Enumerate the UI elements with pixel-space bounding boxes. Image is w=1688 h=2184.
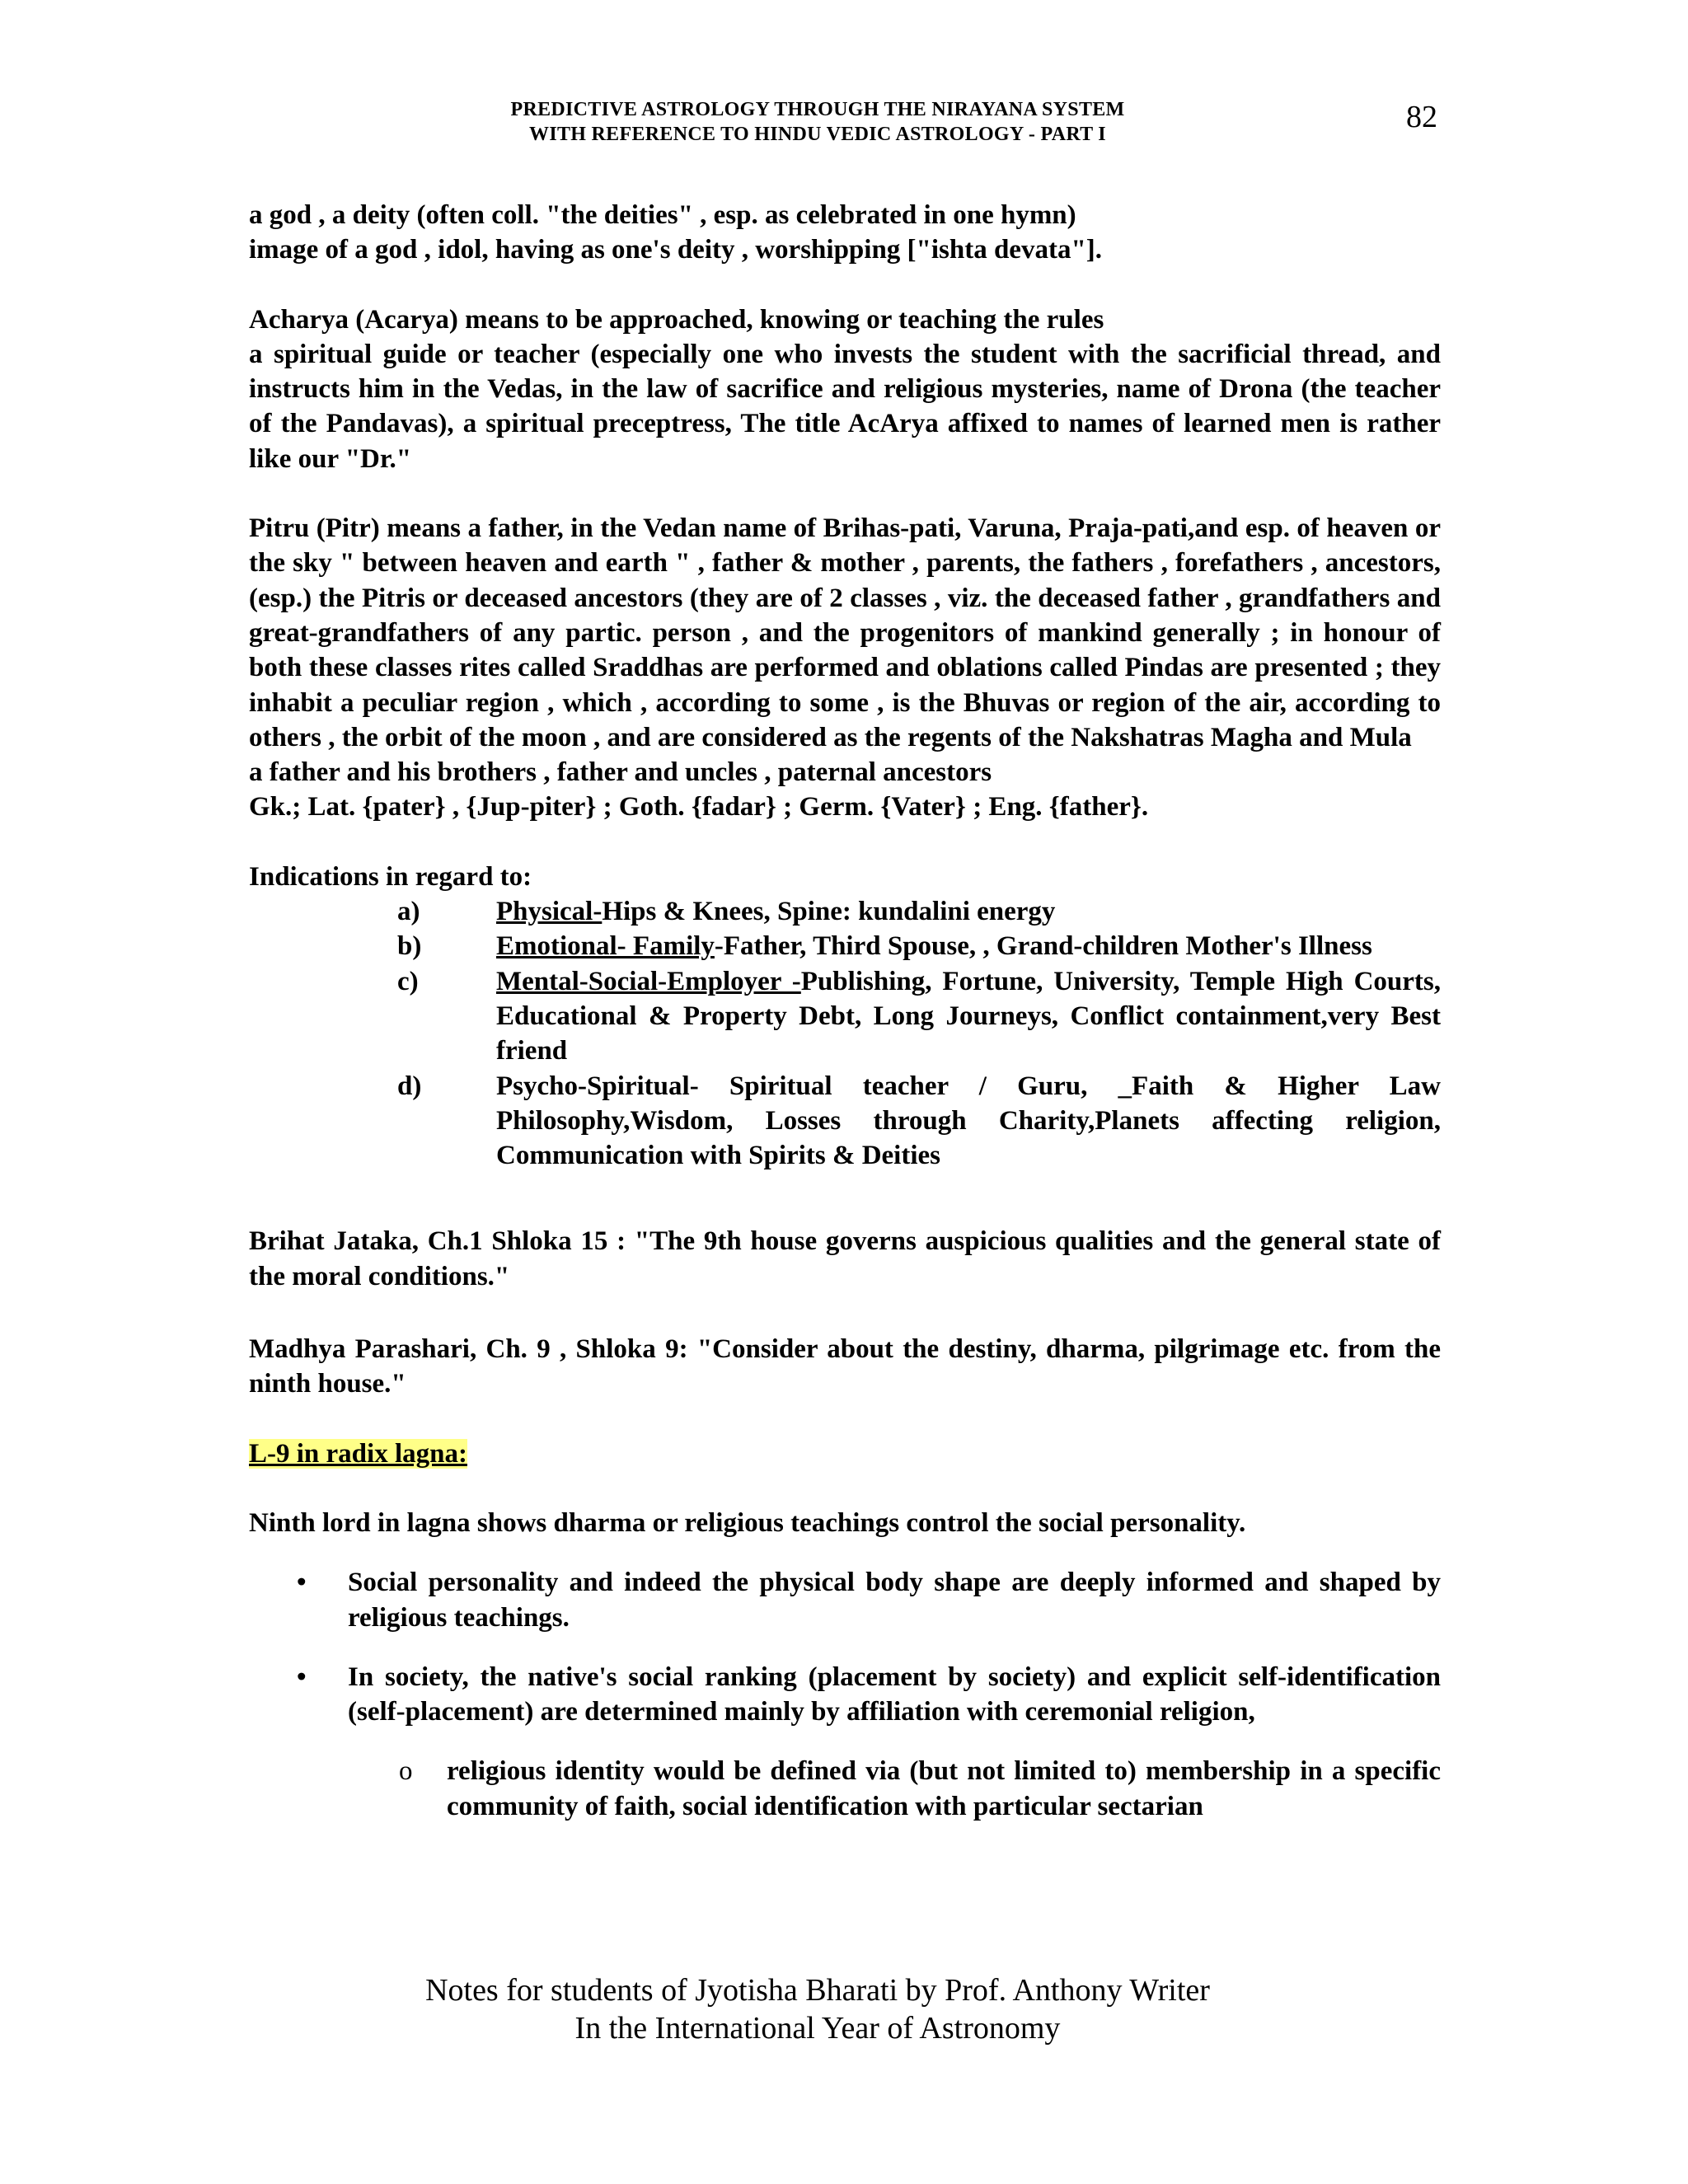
header-line-2: WITH REFERENCE TO HINDU VEDIC ASTROLOGY - PART I: [529, 124, 1106, 145]
madhya-parashari-quote: Madhya Parashari, Ch. 9 , Shloka 9: "Consider about the destiny, dharma, pilgrimage etc. from the ninth house.": [249, 1334, 1441, 1399]
pitru-line-3: Gk.; Lat. {pater} , {Jup-piter} ; Goth. {fadar} ; Germ. {Vater} ; Eng. {father}.: [249, 792, 1149, 823]
bullet-text: In society, the native's social ranking (placement by society) and explicit self-identification (self-placement) are determined mainly by affiliation with ceremonial religion,: [348, 1661, 1441, 1727]
indication-label: d): [397, 1071, 422, 1101]
bullet-text: Social personality and indeed the physical body shape are deeply informed and shaped by religious teachings.: [348, 1568, 1441, 1633]
indication-text: -Father, Third Spouse, , Grand-children Mother's Illness: [714, 931, 1372, 962]
intro-line-2: image of a god , idol, having as one's deity , worshipping ["ishta devata"].: [249, 235, 1103, 265]
sub-bullet-text: religious identity would be defined via (but not limited to) membership in a specific community of faith, social identification with particular sectarian: [447, 1756, 1441, 1821]
bullet-icon: •: [297, 1568, 307, 1598]
page-body: [249, 198, 1441, 1824]
footer-line-2: In the International Year of Astronomy: [574, 2011, 1061, 2046]
header-line-1: PREDICTIVE ASTROLOGY THROUGH THE NIRAYANA SYSTEM: [510, 99, 1125, 120]
circle-bullet-icon: o: [399, 1756, 413, 1787]
acharya-title: Acharya (Acarya) means to be approached, knowing or teaching the rules: [249, 304, 1104, 335]
acharya-body: a spiritual guide or teacher (especially one who invests the student with the sacrificial thread, and instructs him in the Vedas, in the law of sacrifice and religious mysteries, name of Drona (the teacher of the Pandavas), a spiritual preceptress, The title AcArya affixed to names of learned men is rather like our "Dr.": [249, 339, 1441, 474]
bullet-icon: •: [297, 1661, 307, 1692]
brihat-jataka-quote: Brihat Jataka, Ch.1 Shloka 15 : "The 9th house governs auspicious qualities and the general state of the moral conditions.": [249, 1226, 1441, 1291]
sub-list-item: [399, 1754, 1441, 1824]
indication-head: Emotional- Family: [496, 931, 715, 962]
page-number: 82: [1406, 100, 1437, 134]
page-footer: [249, 1971, 1386, 2047]
indication-item: [397, 894, 1441, 929]
intro-line-1: a god , a deity (often coll. "the deities" , esp. as celebrated in one hymn): [249, 200, 1076, 230]
indication-label: b): [397, 931, 422, 962]
list-item: [297, 1660, 1441, 1730]
footer-line-1: Notes for students of Jyotisha Bharati by Prof. Anthony Writer: [425, 1973, 1210, 2008]
indication-text: Publishing, Fortune, University, Temple High Courts, Educational & Property Debt, Long Journeys, Conflict containment,very Best friend: [496, 966, 1441, 1066]
pitru-body: Pitru (Pitr) means a father, in the Vedan name of Brihas-pati, Varuna, Praja-pati,and esp. of heaven or the sky " between heaven and earth " , father & mother , parents, the fathers , forefathers , ancestors, (esp.) the Pitris or deceased ancestors (they are of 2 classes , viz. the deceased father , grandfathers and great-grandfathers of any partic. person , and the progenitors of mankind generally ; in honour of both these classes rites called Sraddhas are performed and oblations called Pindas are presented ; they inhabit a peculiar region , which , according to some , is the Bhuvas or region of the air, according to others , the orbit of the moon , and are considered as the regents of the Nakshatras Magha and Mula: [249, 513, 1441, 752]
indications-title: Indications in regard to:: [249, 861, 532, 892]
running-header: [249, 97, 1386, 147]
indication-text: Psycho-Spiritual- Spiritual teacher / Guru, _Faith & Higher Law Philosophy,Wisdom, Losses through Charity,Planets affecting religion, Communication with Spirits & Deities: [496, 1071, 1441, 1171]
indication-item: [397, 964, 1441, 1069]
list-item: [297, 1565, 1441, 1635]
indication-label: c): [397, 966, 419, 996]
pitru-line-2: a father and his brothers , father and uncles , paternal ancestors: [249, 757, 992, 788]
indication-head: Physical-: [496, 897, 603, 927]
section-heading: L-9 in radix lagna:: [249, 1438, 467, 1469]
indication-item: [397, 1069, 1441, 1174]
indication-item: [397, 929, 1441, 963]
indication-text: Hips & Knees, Spine: kundalini energy: [602, 897, 1056, 927]
indication-head: Mental-Social-Employer -: [496, 966, 801, 996]
indication-label: a): [397, 897, 420, 927]
section-intro: Ninth lord in lagna shows dharma or religious teachings control the social personality.: [249, 1507, 1246, 1538]
